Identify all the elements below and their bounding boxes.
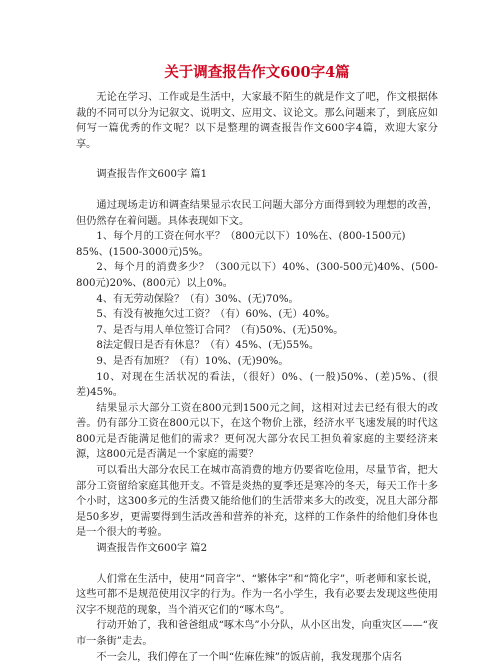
s1-paragraph-2: 结果显示大部分工资在800元到1500元之间，这相对过去已经有很大的改善。仍有部分工资在800元以下，在这个物价上涨，经济水平飞速发展的时代这800元是否能满足他们的需求？更何况大部分农民工担负着家庭的主要经济来源，这800元是否满足一个家庭的需要？ [76, 402, 438, 461]
s2-paragraph-3: 不一会儿，我们停在了一个叫“佐麻佐辣”的饭店前，我发现那个店名 [96, 651, 403, 663]
s1-lead-paragraph: 通过现场走访和调查结果显示农民工问题大部分方面得到较为理想的改善，但仍然存在着问题。具体表现如下文。 [76, 199, 438, 227]
survey-item: 1、每个月的工资在何水平？（800元以下）10%在、(800-1500元) [96, 231, 406, 243]
section-heading-1: 调查报告作文600字 篇1 [96, 169, 208, 181]
section-heading-2: 调查报告作文600字 篇2 [96, 543, 208, 555]
spacer [76, 183, 438, 198]
survey-item: 85%、(1500-3000元)5%。 [76, 246, 209, 258]
s2-paragraph-2: 行动开始了，我和爸爸组成“啄木鸟”小分队，从小区出发，向重灾区——“夜市一条街”走去。 [76, 620, 439, 647]
survey-item: 8法定假日是否有休息？（有）45%、(无)55%。 [96, 340, 320, 352]
survey-item: 10、对现在生活状况的看法，（很好）0%、(一般)50%、(差)5%、(很差)45%。 [76, 371, 438, 399]
intro-paragraph: 无论在学习、工作或是生活中，大家最不陌生的就是作文了吧，作文根据体裁的不同可以分为记叙文、说明文、应用文、议论文。那么问题来了，到底应如何写一篇优秀的作文呢？以下是整理的调查报告作文600字4篇，欢迎大家分享。 [76, 92, 438, 150]
survey-item: 2、每个月的消费多少？（300元以下）40%、(300-500元)40%、(500-800元)20%、(800元）以上0%。 [76, 262, 438, 289]
survey-item: 5、有没有被拖欠过工资？（有）60%、(无）40%。 [96, 309, 336, 321]
document-title: 关于调查报告作文600字4篇 [164, 64, 350, 81]
spacer [76, 152, 438, 167]
survey-item: 7、是否与用人单位签订合同？（有)50%、(无)50%。 [96, 324, 344, 336]
s2-paragraph-1: 人们常在生活中，使用“同音字”、“繁体字”和“简化字”，听老师和家长说，这些可都不是规范使用汉字的行为。作为一名小学生，我有必要去发现这些使用汉字不规范的现象，当个消灭它们的“啄木鸟”。 [76, 573, 438, 616]
survey-item: 4、有无劳动保险？（有）30%、(无)70%。 [96, 293, 299, 305]
spacer [76, 557, 438, 572]
survey-item: 9、是否有加班？（有）10%、(无)90%。 [96, 355, 289, 367]
s1-paragraph-3: 可以看出大部分农民工在城市高消费的地方仍要省吃俭用，尽量节省，把大部分工资留给家庭其他开支。不管是炎热的夏季还是寒冷的冬天，每天工作十多个小时，这300多元的生活费又能给他们的生活带来多大的改变，况且大部分都是50多岁，更需要得到生活改善和营养的补充，这样的工作条件的给他们身体也是一个很大的考验。 [76, 465, 438, 539]
